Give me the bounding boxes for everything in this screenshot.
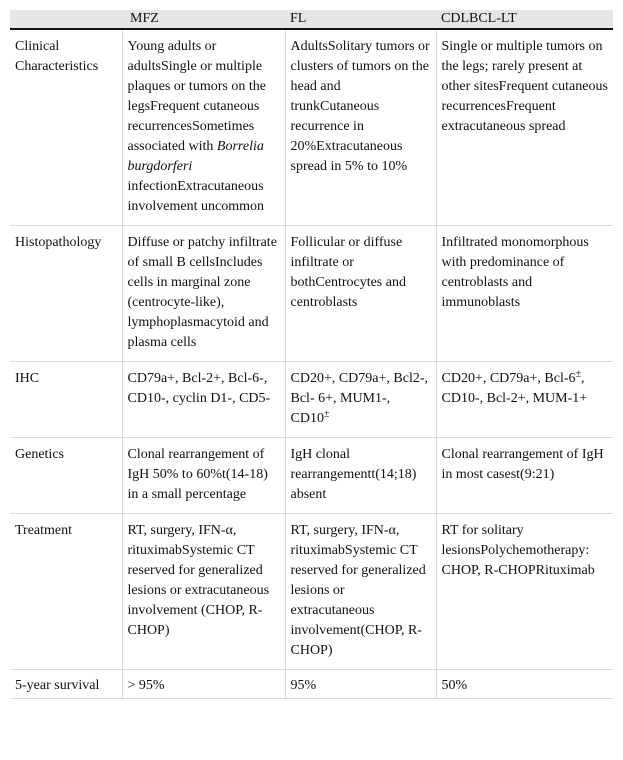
- row-label: 5-year survival: [10, 670, 122, 699]
- row-label: IHC: [10, 362, 122, 438]
- cell-fl: 95%: [285, 670, 436, 699]
- cell-fl: Follicular or diffuse infiltrate or bothCentrocytes and centroblasts: [285, 226, 436, 362]
- cell-cdlbcl: Single or multiple tumors on the legs; rarely present at other sitesFrequent cutaneous recurrencesFrequent extracutaneous spread: [436, 29, 613, 226]
- table-row: [10, 29, 613, 226]
- table-header: [10, 10, 613, 29]
- header-fl: FL: [285, 10, 436, 29]
- cell-fl: IgH clonal rearrangementt(14;18) absent: [285, 438, 436, 514]
- cell-text: Young adults or adultsSingle or multiple plaques or tumors on the legsFrequent cutaneous recurrencesSometimes associated with: [127, 39, 266, 154]
- header-mfz: MFZ: [122, 10, 285, 29]
- table-row: [10, 226, 613, 362]
- cell-mfz: CD79a+, Bcl-2+, Bcl-6-, CD10-, cyclin D1-, CD5-: [122, 362, 285, 438]
- table-row: [10, 670, 613, 699]
- lymphoma-comparison-table: [10, 10, 613, 699]
- cell-text: CD20+, CD79a+, Bcl2-, Bcl- 6+, MUM1-, CD10: [290, 371, 429, 426]
- cell-text: infectionExtracutaneous involvement uncommon: [127, 179, 264, 214]
- table-body: [10, 29, 613, 699]
- header-row: [10, 10, 613, 29]
- cell-cdlbcl: [436, 362, 613, 438]
- table-row: [10, 514, 613, 670]
- cell-text: , CD10-, Bcl-2+, MUM-1+: [441, 371, 588, 406]
- cell-mfz: [122, 29, 285, 226]
- table-row: [10, 438, 613, 514]
- superscript: ±: [575, 368, 582, 380]
- cell-cdlbcl: 50%: [436, 670, 613, 699]
- cell-mfz: Diffuse or patchy infiltrate of small B cellsIncludes cells in marginal zone (centrocyte-like), lymphoplasmacytoid and plasma cells: [122, 226, 285, 362]
- header-cdlbcl: CDLBCL-LT: [436, 10, 613, 29]
- row-label: Treatment: [10, 514, 122, 670]
- cell-italic-text: Borrelia burgdorferi: [127, 139, 264, 174]
- cell-fl: AdultsSolitary tumors or clusters of tumors on the head and trunkCutaneous recurrence in 20%Extracutaneous spread in 5% to 10%: [285, 29, 436, 226]
- row-label: Clinical Characteristics: [15, 39, 99, 74]
- cell-mfz: > 95%: [122, 670, 285, 699]
- cell-cdlbcl: RT for solitary lesionsPolychemotherapy: CHOP, R-CHOPRituximab: [436, 514, 613, 670]
- superscript: ±: [323, 408, 330, 420]
- comparison-table-wrapper: [10, 10, 613, 699]
- cell-mfz: Clonal rearrangement of IgH 50% to 60%t(14-18) in a small percentage: [122, 438, 285, 514]
- cell-text: CD20+, CD79a+, Bcl-6: [441, 371, 576, 386]
- cell-fl: RT, surgery, IFN-α, rituximabSystemic CT reserved for generalized lesions or extracutaneous involvement(CHOP, R-CHOP): [285, 514, 436, 670]
- table-row: [10, 362, 613, 438]
- cell-mfz: RT, surgery, IFN-α, rituximabSystemic CT reserved for generalized lesions or extracutaneous involvement (CHOP, R-CHOP): [122, 514, 285, 670]
- cell-cdlbcl: Infiltrated monomorphous with predominance of centroblasts and immunoblasts: [436, 226, 613, 362]
- header-blank: [10, 10, 122, 29]
- cell-fl: [285, 362, 436, 438]
- cell-cdlbcl: Clonal rearrangement of IgH in most casest(9:21): [436, 438, 613, 514]
- row-label: Histopathology: [10, 226, 122, 362]
- row-label: Genetics: [10, 438, 122, 514]
